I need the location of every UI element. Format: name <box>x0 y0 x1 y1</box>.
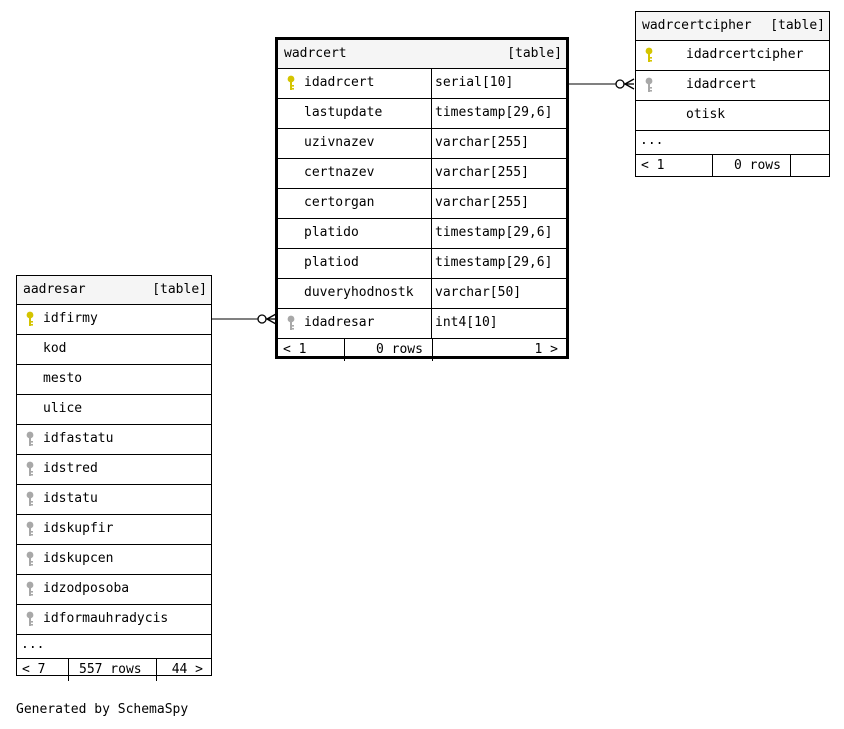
column-name: idstatu <box>43 491 98 506</box>
foreign-key-icon <box>25 551 35 567</box>
foreign-key-icon <box>25 431 35 447</box>
table-name[interactable]: wadrcert <box>284 46 347 61</box>
column-row[interactable] <box>17 545 211 575</box>
generated-by-credit: Generated by SchemaSpy <box>16 702 189 717</box>
foreign-key-icon <box>644 77 654 93</box>
column-row[interactable] <box>278 219 566 249</box>
column-type: serial[10] <box>435 75 514 90</box>
column-row[interactable] <box>278 129 566 159</box>
table-aadresar[interactable] <box>16 275 212 676</box>
row-count: 557 rows <box>79 662 142 677</box>
row-count: 0 rows <box>376 342 423 357</box>
column-row[interactable] <box>17 425 211 455</box>
foreign-key-icon <box>286 315 296 331</box>
relationship-aadresar-wadrcert <box>211 314 276 324</box>
column-name: idadrcert <box>304 75 375 90</box>
row-count: 0 rows <box>734 158 781 173</box>
column-row[interactable] <box>17 305 211 335</box>
column-type: timestamp[29,6] <box>435 255 553 270</box>
column-name: kod <box>43 341 67 356</box>
parents-count[interactable]: < 7 <box>22 662 46 677</box>
column-name: idformauhradycis <box>43 611 169 626</box>
column-name: uzivnazev <box>304 135 375 150</box>
relationship-wadrcert-wadrcertcipher <box>568 79 634 89</box>
column-type: timestamp[29,6] <box>435 105 553 120</box>
column-row[interactable] <box>17 335 211 365</box>
column-type: varchar[255] <box>435 165 529 180</box>
table-header <box>17 276 211 305</box>
foreign-key-icon <box>25 491 35 507</box>
table-tag: [table] <box>507 46 562 61</box>
column-name: mesto <box>43 371 83 386</box>
primary-key-icon <box>286 75 296 91</box>
table-wadrcertcipher[interactable] <box>635 11 830 177</box>
column-name: ulice <box>43 401 83 416</box>
more-columns <box>636 131 829 155</box>
table-footer <box>636 155 829 177</box>
foreign-key-icon <box>25 611 35 627</box>
column-row[interactable] <box>278 69 566 99</box>
column-row[interactable] <box>17 515 211 545</box>
column-name: certorgan <box>304 195 375 210</box>
foreign-key-icon <box>25 581 35 597</box>
more-columns <box>17 635 211 659</box>
column-row[interactable] <box>278 189 566 219</box>
column-row[interactable] <box>17 575 211 605</box>
column-row[interactable] <box>636 41 829 71</box>
column-name: lastupdate <box>304 105 383 120</box>
table-footer <box>278 339 566 361</box>
table-name[interactable]: wadrcertcipher <box>642 18 752 33</box>
table-header <box>278 40 566 69</box>
column-row[interactable] <box>17 485 211 515</box>
column-name: idskupcen <box>43 551 114 566</box>
column-row[interactable] <box>636 71 829 101</box>
ellipsis: ... <box>21 637 45 652</box>
foreign-key-icon <box>25 521 35 537</box>
column-name: platido <box>304 225 359 240</box>
column-type: int4[10] <box>435 315 498 330</box>
column-name: certnazev <box>304 165 375 180</box>
primary-key-icon <box>644 47 654 63</box>
table-wadrcert[interactable] <box>275 37 569 359</box>
table-name[interactable]: aadresar <box>23 282 86 297</box>
column-name: idstred <box>43 461 98 476</box>
column-name: idadrcert <box>686 77 757 92</box>
column-type: varchar[255] <box>435 135 529 150</box>
table-header <box>636 12 829 41</box>
column-name: idfirmy <box>43 311 98 326</box>
column-name: idadrcertcipher <box>686 47 804 62</box>
column-row[interactable] <box>278 249 566 279</box>
children-count[interactable]: 44 > <box>171 662 203 677</box>
children-count[interactable]: 1 > <box>534 342 558 357</box>
column-name: idskupfir <box>43 521 114 536</box>
table-tag: [table] <box>770 18 825 33</box>
column-name: duveryhodnostk <box>304 285 414 300</box>
ellipsis: ... <box>640 133 664 148</box>
column-row[interactable] <box>17 395 211 425</box>
column-name: idfastatu <box>43 431 114 446</box>
column-row[interactable] <box>17 605 211 635</box>
column-row[interactable] <box>278 99 566 129</box>
table-tag: [table] <box>152 282 207 297</box>
column-row[interactable] <box>17 365 211 395</box>
column-row[interactable] <box>278 279 566 309</box>
column-type: varchar[255] <box>435 195 529 210</box>
column-row[interactable] <box>278 309 566 339</box>
table-footer <box>17 659 211 681</box>
primary-key-icon <box>25 311 35 327</box>
parents-count[interactable]: < 1 <box>641 158 665 173</box>
column-name: platiod <box>304 255 359 270</box>
column-row[interactable] <box>636 101 829 131</box>
column-name: idzodposoba <box>43 581 130 596</box>
parents-count[interactable]: < 1 <box>283 342 307 357</box>
column-type: timestamp[29,6] <box>435 225 553 240</box>
foreign-key-icon <box>25 461 35 477</box>
column-name: idadresar <box>304 315 375 330</box>
column-row[interactable] <box>17 455 211 485</box>
column-row[interactable] <box>278 159 566 189</box>
column-name: otisk <box>686 107 726 122</box>
column-type: varchar[50] <box>435 285 522 300</box>
